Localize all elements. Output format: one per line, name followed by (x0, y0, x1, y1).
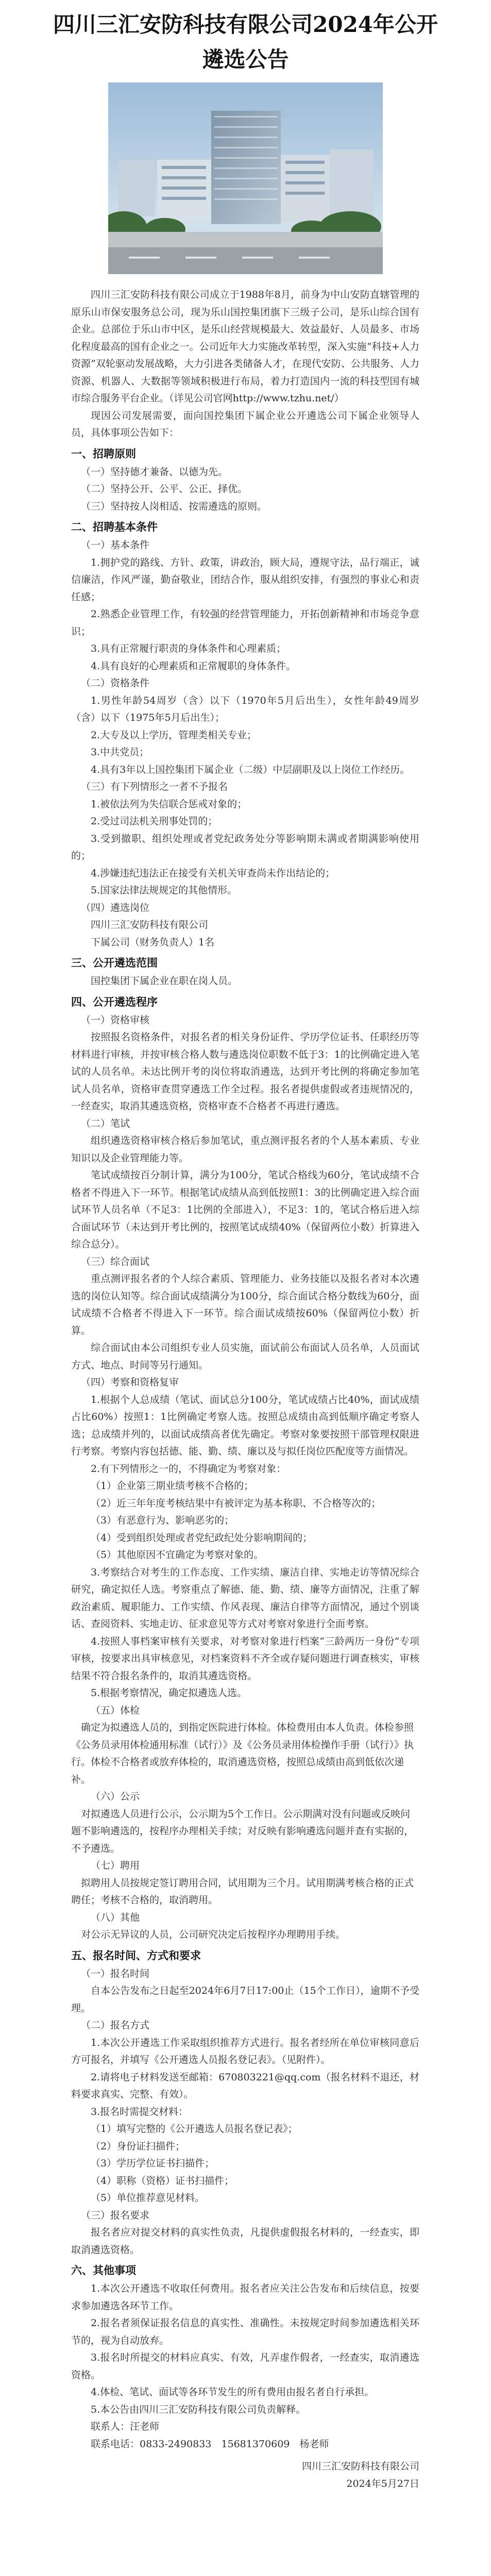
section-line: 3.具有正常履行职责的身体条件和心理素质； (91, 643, 286, 654)
section-line: （3）有恶意行为、影响恶劣的； (91, 1515, 234, 1526)
section-line: （二）报名方式 (81, 2020, 150, 2031)
section-line: 对公示无异议的人员，公司研究决定后按程序办理聘用手续。 (81, 1929, 346, 1940)
section-line: （1）企业第三期业绩考核不合格的； (91, 1480, 254, 1492)
section-line: 按照报名资格条件，对报名者的相关身份证件、学历学位证书、任职经历等材料进行审核，并按审核合格人数与遴选岗位职数不低于3：1的比例确定进入笔试的人员名单。未达比例开考的岗位将取消遴选，达到开考比例的将确定参加笔试人员名单，资格审查贯穿遴选工作全过程。报名者提供虚假或者违规情况的，一经查实，取消其遴选资格，资格审查不合格者不再进行遴选。 (71, 1031, 419, 1112)
section-line: （一）基本条件 (81, 539, 150, 551)
section-line: （3）学历学位证书扫描件； (91, 2158, 215, 2169)
section-registration (71, 1947, 419, 2259)
section-procedure (71, 993, 419, 1944)
contact-person: 联系人：汪老师 (91, 2421, 160, 2432)
section-line: 2.大专及以上学历，管理类相关专业； (91, 729, 257, 741)
section-line: （一）坚持德才兼备、以德为先。 (81, 466, 228, 478)
section-line: 报名者应对提交材料的真实性负责，凡提供虚假报名材料的，一经查实，即取消遴选资格。 (71, 2227, 419, 2256)
section-line: 3.受到撤职、组织处理或者党纪政务处分等影响期未满或者期满影响使用的； (71, 833, 419, 861)
section-line: 1.本次公开遴选不收取任何费用。报名者应关注公告发布和后续信息，按要求参加遴选各环节工作。 (71, 2283, 419, 2312)
section-line: 综合面试由本公司组织专业人员实施，面试前公布面试人员名单，人员面试方式、地点、时间等另行通知。 (71, 1342, 419, 1371)
section-line: （七）聘用 (91, 1860, 140, 1871)
section-line: （2）近三年年度考核结果中有被评定为基本称职、不合格等次的； (91, 1497, 381, 1509)
section-line: 1.拥护党的路线、方针、政策，讲政治，顾大局，遵规守法，品行端正，诚信廉洁，作风严谨，勤奋敬业，团结合作，服从组织安排，有强烈的事业心和责任感； (71, 556, 419, 603)
section-line: （4）受到组织处理或者党纪政纪处分影响期间的； (91, 1532, 313, 1544)
announcement-body (71, 286, 419, 2576)
company-building-photo (108, 82, 383, 274)
signature-date: 2024年5月27日 (346, 2478, 419, 2489)
section-other (71, 2262, 419, 2453)
section-line: （三）坚持按人岗相适、按需遴选的原则。 (81, 500, 267, 512)
section-line: 4.体检、笔试、面试等各环节发生的所有费用由报名者自行承担。 (91, 2386, 375, 2398)
section-heading: 一、招聘原则 (71, 447, 136, 460)
section-line: 5.根据考察情况，确定拟遴选人选。 (91, 1687, 247, 1699)
intro-paragraph-2: 现因公司发展需要，面向国控集团下属企业公开遴选公司下属企业领导人员，具体事项公告如下： (71, 410, 419, 438)
section-line: 5.本公告由四川三汇安防科技有限公司负责解释。 (91, 2403, 306, 2415)
section-line: （三）综合面试 (81, 1256, 150, 1267)
contact-phone: 联系电话：0833-2490833 15681370609 杨老师 (91, 2438, 329, 2450)
section-line: 5.国家法律法规规定的其他情形。 (91, 885, 238, 896)
section-line: 下属公司（财务负责人）1名 (91, 936, 215, 948)
intro-paragraph-1: 四川三汇安防科技有限公司成立于1988年8月，前身为中山安防直辖管理的原乐山市保安服务总公司，现为乐山国控集团旗下三级子公司，是乐山综合国有企业。总部位于乐山市中区，是乐山经营规模最大、效益最好、人员最多、市场化程度最高的国有企业之一。公司近年大力实施改革转型，深入实施“科技+人力资源”双轮驱动发展战略，大力引进各类储备人才，在现代安防、公共服务、人力资源、机器人、大数据等领域积极进行布局，着力打造国内一流的科技型国有城市综合服务平台企业。（详见公司官网http://www.tzhu.net/） (71, 289, 419, 404)
section-line: （五）体检 (91, 1704, 140, 1716)
section-line: 确定为拟遴选人员的，到指定医院进行体检。体检费用由本人负责。体检参照《公务员录用体检通用标准（试行）》及《公务员录用体检操作手册（试行）》执行。体检不合格者或放弃体检的，取消遴选资格，按照总成绩由高到低依次递补。 (71, 1722, 414, 1785)
section-line: 4.具有3年以上国控集团下属企业（二级）中层副职及以上岗位工作经历。 (91, 764, 410, 775)
section-line: （八）其他 (91, 1911, 140, 1923)
section-line: （二）资格条件 (81, 677, 150, 689)
section-line: 2.报名者须保证报名信息的真实性、准确性。未按规定时间参加遴选相关环节的，视为自动放弃。 (71, 2317, 419, 2346)
section-line: 1.本次公开遴选工作采取组织推荐方式进行。报名者经所在单位审核同意后方可报名，并填写《公开遴选人员报名登记表》。（见附件）。 (71, 2037, 419, 2065)
section-line: （一）资格审核 (81, 1014, 150, 1026)
section-line: 四川三汇安防科技有限公司 (91, 919, 209, 930)
section-line: 3.报名时所提交的材料应真实、有效，凡弄虚作假者，一经查实，取消遴选资格。 (71, 2352, 419, 2381)
section-line: 1.男性年龄54周岁（含）以下（1970年5月后出生），女性年龄49周岁（含）以下（1975年5月后出生）； (71, 694, 419, 723)
section-line: （三）报名要求 (81, 2209, 150, 2221)
section-line: 4.按照人事档案审核有关要求，对考察对象进行档案“三龄两历一身份”专项审核，按要求出具审核意见，对档案资料不齐全或存疑问题进行调查核实，审核结果不符合报名条件的，取消其遴选资格。 (71, 1635, 419, 1682)
section-line: （5）单位推荐意见材料。 (91, 2192, 205, 2204)
section-line: 1.被依法列为失信联合惩戒对象的； (91, 798, 247, 810)
section-line: 2.熟悉企业管理工作，有较强的经营管理能力，开拓创新精神和市场竞争意识； (71, 608, 419, 637)
section-line: （四）遴选岗位 (81, 902, 150, 913)
section-line: 2.有下列情形之一的，不得确定为考察对象： (91, 1463, 286, 1475)
section-line: （1）填写完整的《公开遴选人员报名登记表》； (91, 2123, 298, 2134)
section-heading: 三、公开遴选范围 (71, 956, 158, 969)
section-heading: 五、报名时间、方式和要求 (71, 1948, 201, 1962)
section-line: （4）职称（资格）证书扫描件； (91, 2175, 234, 2187)
section-principles (71, 445, 419, 516)
section-line: 重点测评报名者的个人综合素质、管理能力、业务技能以及报名者对本次遴选的岗位认知等。综合面试成绩满分为100分，综合面试合格分数线为60分，面试成绩不合格者不得进入下一环节。综合面试成绩按60%（保留两位小数）折算。 (71, 1273, 419, 1336)
section-scope (71, 954, 419, 990)
section-line: 1.根据个人总成绩（笔试、面试总分100分，笔试成绩占比40%，面试成绩占比60%）按照1：1比例确定考察人选。按照总成绩由高到低顺序确定考察人选；总成绩并列的，以面试成绩高者优先确定。考察对象要按照干部管理权限进行考察。考察内容包括德、能、勤、绩、廉以及与拟任岗位匹配度等方面情况。 (71, 1394, 419, 1457)
announcement-title (0, 7, 491, 77)
section-line: 对拟遴选人员进行公示，公示期为5个工作日。公示期满对没有问题或反映问题不影响遴选的，按程序办理相关手续；对反映有影响遴选问题并查有实据的，不予遴选。 (71, 1808, 414, 1854)
section-line: 国控集团下属企业在职在岗人员。 (91, 975, 238, 987)
section-line: 3.考察结合对考生的工作态度、工作实绩、廉洁自律、实地走访等情况综合研究，确定拟任人选。考察重点了解德、能、勤、绩、廉等方面情况，注重了解政治素质、履职能力、工作实绩、作风表现、廉洁自律等方面情况，通过个别谈话、查阅资料、实地走访、征求意见等方式对考察对象进行全面考察。 (71, 1566, 419, 1630)
section-line: （三）有下列情形之一者不予报名 (81, 781, 228, 792)
section-line: 自本公告发布之日起至2024年6月7日17:00止（15个工作日），逾期不予受理。 (71, 1985, 419, 2014)
section-conditions (71, 518, 419, 951)
section-line: 组织遴选资格审核合格后参加笔试，重点测评报名者的个人基本素质、专业知识以及企业管理能力等。 (71, 1135, 419, 1164)
section-line: （2）身份证扫描件； (91, 2140, 185, 2152)
section-heading: 六、其他事项 (71, 2264, 136, 2277)
section-heading: 二、招聘基本条件 (71, 520, 158, 533)
signature-company: 四川三汇安防科技有限公司 (301, 2461, 419, 2472)
section-line: 4.具有良好的心理素质和正常履职的身体条件。 (91, 660, 296, 672)
section-line: （四）考察和资格复审 (81, 1377, 179, 1388)
section-line: 2.受过司法机关刑事处罚的； (91, 816, 218, 827)
title-line-1: 四川三汇安防科技有限公司2024年公开 (53, 12, 438, 37)
section-line: 笔试成绩按百分制计算，满分为100分，笔试合格线为60分，笔试成绩不合格者不得进入下一环节。根据笔试成绩从高到低按照1：3的比例确定进入综合面试环节人员名单（不足3：1比例的全部进入），不足3：1的，笔试合格后进入综合面试环节（未达到开考比例的，按照笔试成绩40%（保留两位小数）折算进入综合总分）。 (71, 1170, 419, 1250)
section-line: （二）坚持公开、公平、公正、择优。 (81, 483, 248, 495)
section-line: 3.中共党员； (91, 747, 149, 758)
section-line: （二）笔试 (81, 1117, 130, 1129)
section-line: 3.报名时需提交材料： (91, 2106, 189, 2117)
section-heading: 四、公开遴选程序 (71, 995, 158, 1008)
section-line: 2.请将电子材料发送至邮箱：670803221@qq.com（报名材料不退还，材料要求真实、完整、有效）。 (71, 2071, 419, 2100)
section-line: （一）报名时间 (81, 1968, 150, 1979)
section-line: 4.涉嫌违纪违法正在接受有关机关审查尚未作出结论的； (91, 867, 335, 879)
section-line: 拟聘用人员按规定签订聘用合同，试用期为三个月。试用期满考核合格的正式聘任；考核不合格的，取消聘用。 (71, 1877, 414, 1906)
section-line: （六）公示 (91, 1791, 140, 1802)
section-line: （5）其他原因不宜确定为考察对象的。 (91, 1549, 264, 1561)
title-line-2: 遴选公告 (202, 47, 289, 72)
